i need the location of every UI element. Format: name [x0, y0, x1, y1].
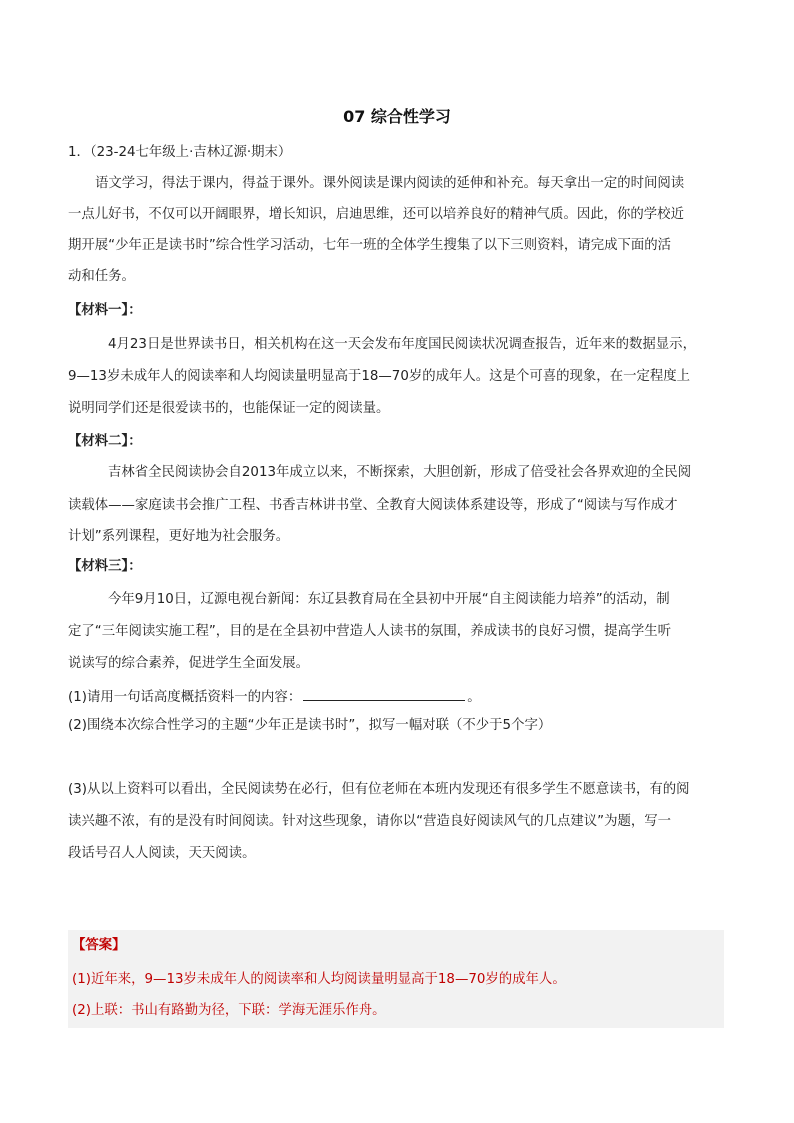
page-title: 07 综合性学习: [343, 107, 451, 126]
material3-line: 定了“三年阅读实施工程”，目的是在全县初中营造人人读书的氛围，养成读书的良好习惯，提高学生听: [68, 624, 672, 639]
material2-label: 【材料二】：: [68, 434, 142, 449]
material3-label: 【材料三】：: [68, 559, 142, 574]
intro-line: 期开展“少年正是读书时”综合性学习活动，七年一班的全体学生搜集了以下三则资料，请完成下面的活: [68, 238, 672, 253]
intro-line: 动和任务。: [68, 269, 135, 284]
answer-line: (2)上联：书山有路勤为径，下联：学海无涯乐作舟。: [72, 1003, 386, 1018]
material2-line: 计划”系列课程，更好地为社会服务。: [68, 529, 290, 544]
subquestion-1-end: 。: [467, 690, 481, 705]
intro-line: 语文学习，得法于课内，得益于课外。课外阅读是课内阅读的延伸和补充。每天拿出一定的时间阅读: [95, 176, 685, 191]
material1-line: 9—13岁未成年人的阅读率和人均阅读量明显高于18—70岁的成年人。这是个可喜的现象，在一定程度上: [68, 369, 691, 384]
subquestion-2: (2)围绕本次综合性学习的主题“少年正是读书时”，拟写一幅对联（不少于5个字）: [68, 718, 552, 733]
material2-line: 吉林省全民阅读协会自2013年成立以来，不断探索，大胆创新，形成了倍受社会各界欢迎的全民阅: [108, 465, 692, 480]
answer-line: (1)近年来，9—13岁未成年人的阅读率和人均阅读量明显高于18—70岁的成年人。: [72, 972, 566, 987]
material1-line: 4月23日是世界读书日，相关机构在这一天会发布年度国民阅读状况调查报告，近年来的数据显示，: [108, 337, 696, 352]
subquestion-3-line: (3)从以上资料可以看出，全民阅读势在必行，但有位老师在本班内发现还有很多学生不愿意读书，有的阅: [68, 782, 690, 797]
question-header: 1．（23-24七年级上·吉林辽源·期末）: [68, 145, 292, 160]
subquestion-3-line: 段话号召人人阅读，天天阅读。: [68, 846, 256, 861]
subquestion-1: [68, 686, 730, 708]
answer-blank[interactable]: [303, 686, 465, 701]
subquestion-3-line: 读兴趣不浓，有的是没有时间阅读。针对这些现象，请你以“营造良好阅读风气的几点建议”为题，写一: [68, 814, 672, 829]
material2-line: 读载体——家庭读书会推广工程、书香吉林讲书堂、全教育大阅读体系建设等，形成了“阅读与写作成才: [68, 498, 678, 513]
answer-label: 【答案】: [72, 938, 126, 953]
subquestion-1-text: (1)请用一句话高度概括资料一的内容：: [68, 690, 302, 705]
material3-line: 今年9月10日，辽源电视台新闻：东辽县教育局在全县初中开展“自主阅读能力培养”的活动，制: [108, 592, 670, 607]
material1-label: 【材料一】：: [68, 303, 142, 318]
material1-line: 说明同学们还是很爱读书的，也能保证一定的阅读量。: [68, 401, 390, 416]
material3-line: 说读写的综合素养，促进学生全面发展。: [68, 656, 310, 671]
intro-line: 一点儿好书，不仅可以开阔眼界，增长知识，启迪思维，还可以培养良好的精神气质。因此，你的学校近: [68, 207, 684, 222]
